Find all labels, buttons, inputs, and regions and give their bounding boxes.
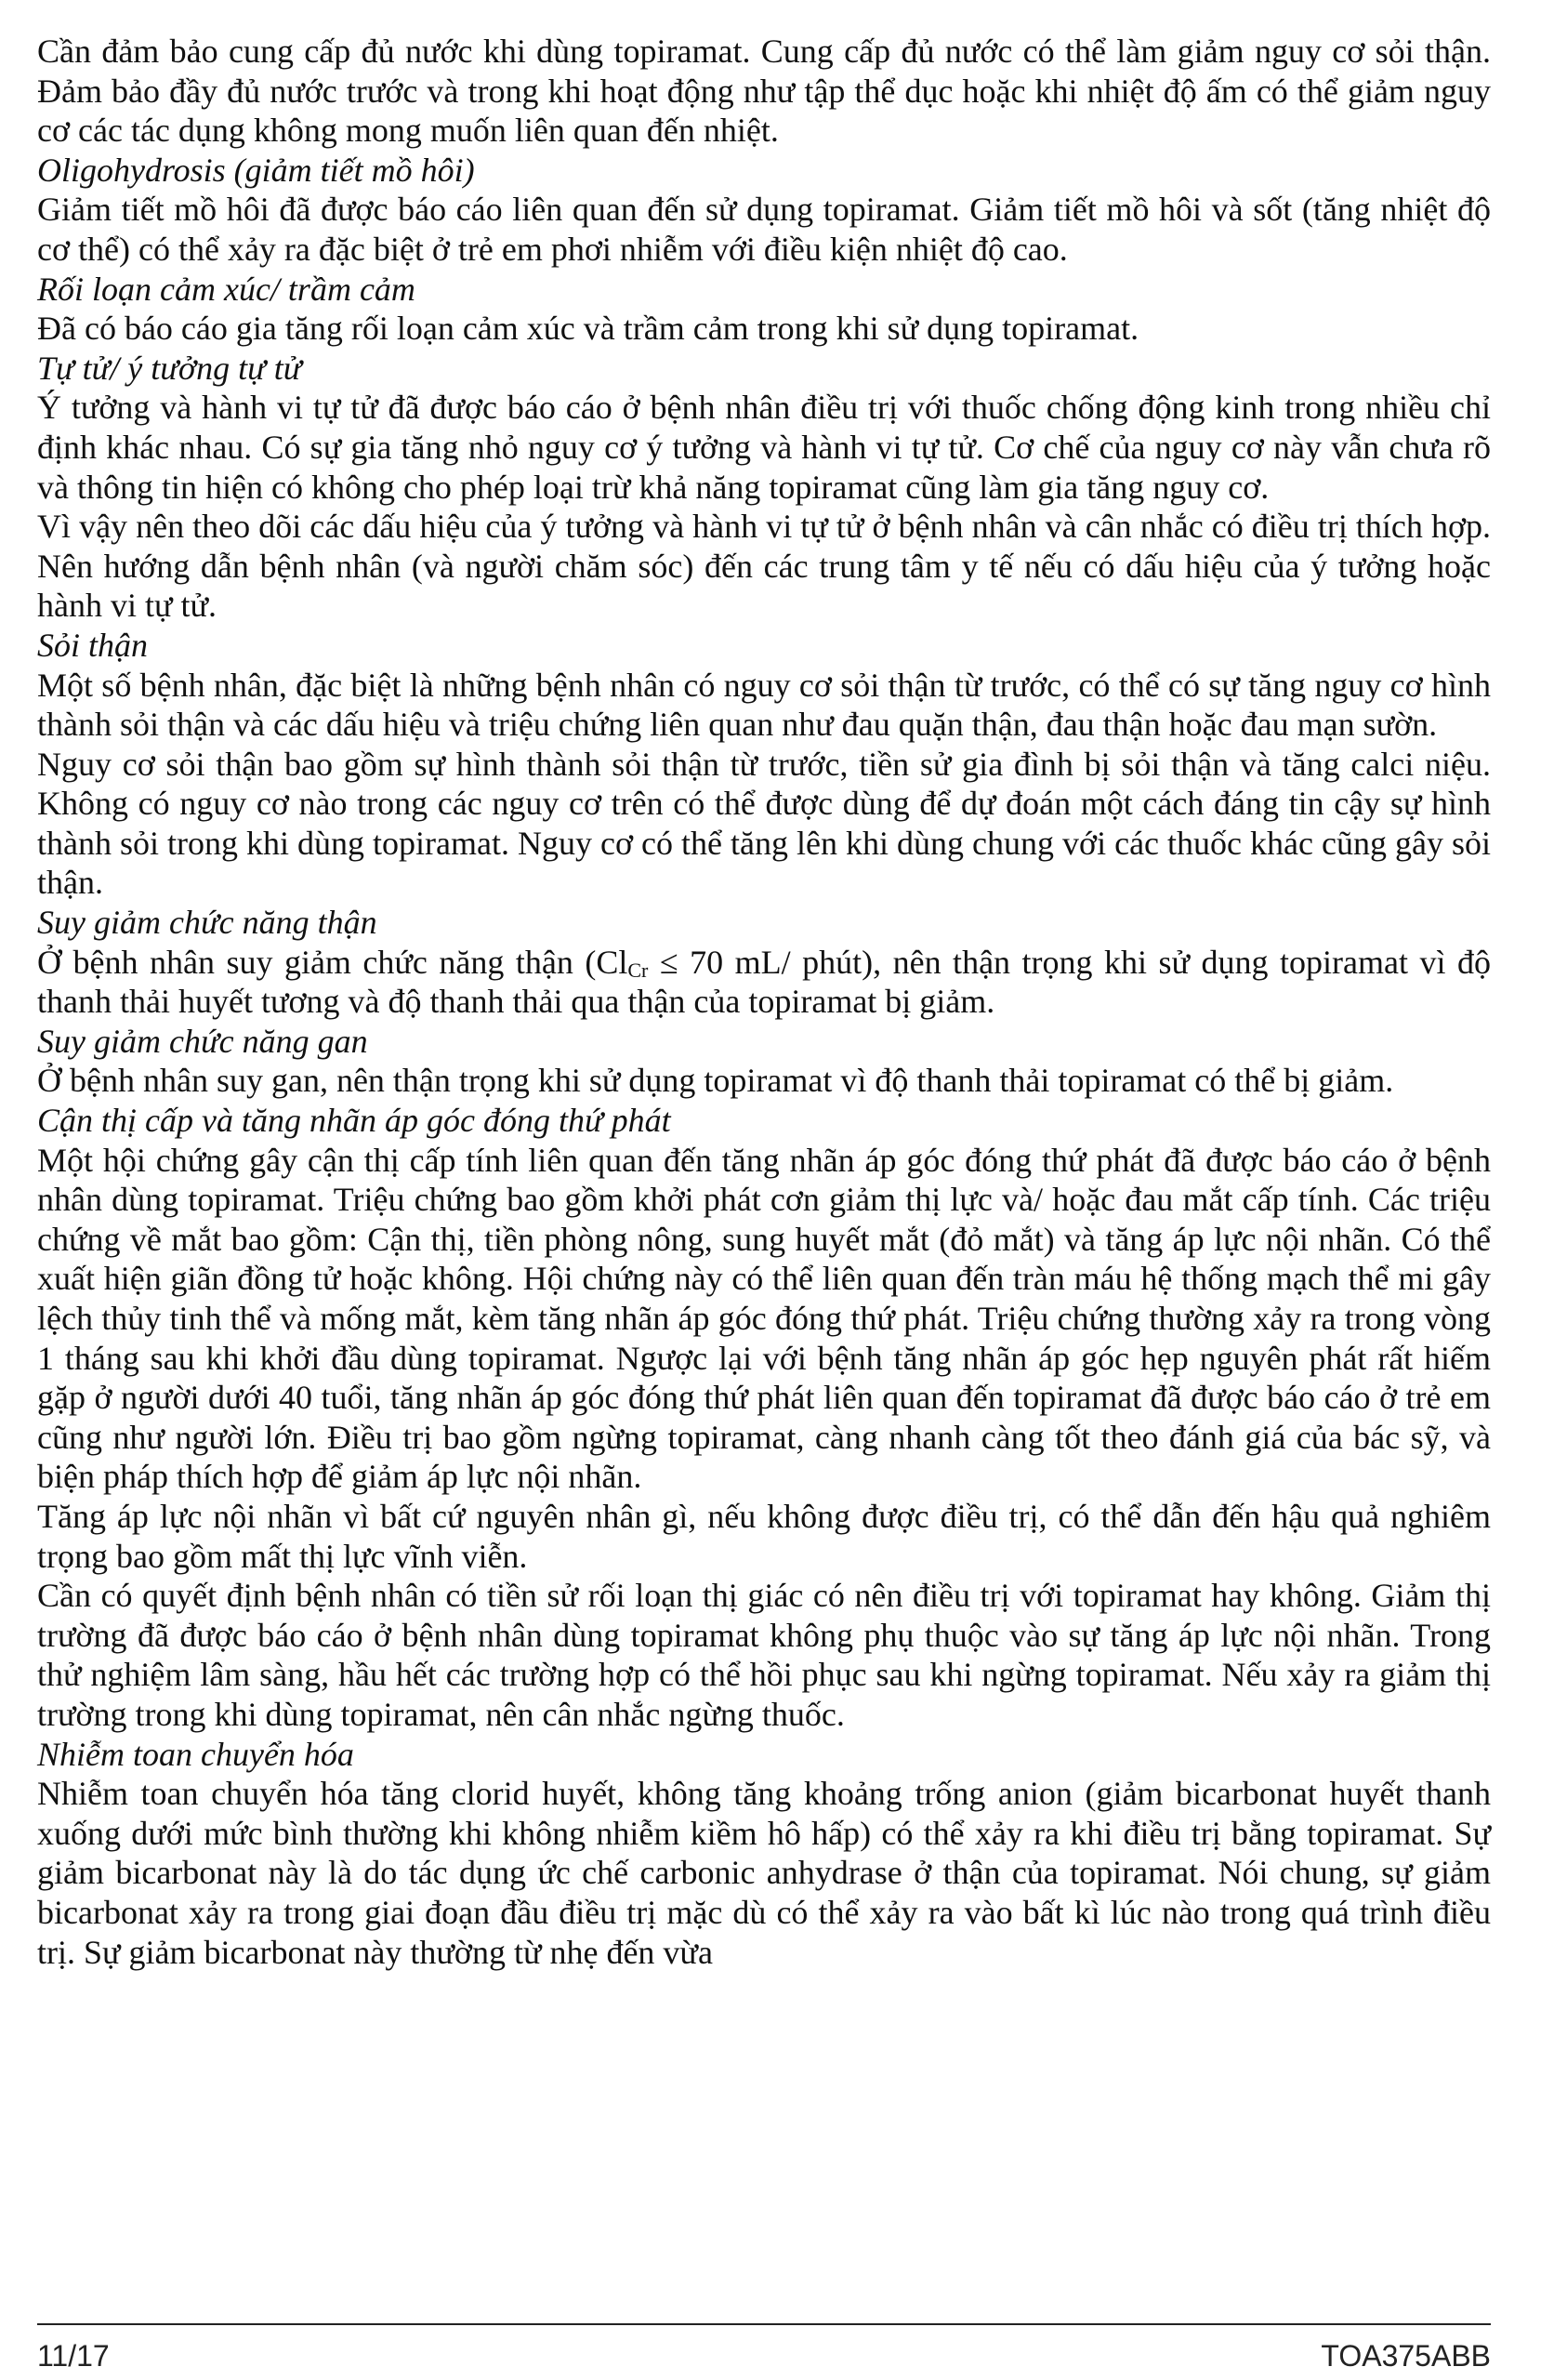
clearance-subscript: Cr: [627, 958, 649, 982]
body-paragraph: Giảm tiết mồ hôi đã được báo cáo liên quan đến sử dụng topiramat. Giảm tiết mồ hôi và sốt (tăng nhiệt độ cơ thể) có thể xảy ra đặc biệt ở trẻ em phơi nhiễm với điều kiện nhiệt độ cao.: [37, 191, 1491, 268]
section-heading: Suy giảm chức năng thận: [37, 904, 377, 942]
section-heading: Oligohydrosis (giảm tiết mồ hôi): [37, 151, 475, 189]
section-heading: Nhiễm toan chuyển hóa: [37, 1735, 354, 1773]
body-paragraph: Đã có báo cáo gia tăng rối loạn cảm xúc và trầm cảm trong khi sử dụng topiramat.: [37, 310, 1139, 348]
section-heading: Cận thị cấp và tăng nhãn áp góc đóng thứ phát: [37, 1102, 671, 1140]
page-footer: [37, 2339, 1491, 2376]
section-heading: Tự tử/ ý tưởng tự tử: [37, 349, 302, 387]
section-heading: Suy giảm chức năng gan: [37, 1022, 368, 1060]
paragraph-text: Ở bệnh nhân suy giảm chức năng thận (Cl: [37, 943, 628, 981]
body-paragraph: Ở bệnh nhân suy gan, nên thận trọng khi sử dụng topiramat vì độ thanh thải topiramat có thể bị giảm.: [37, 1062, 1394, 1100]
section-heading: Rối loạn cảm xúc/ trầm cảm: [37, 270, 415, 308]
body-paragraph: [37, 943, 1491, 1022]
body-paragraph: Một số bệnh nhân, đặc biệt là những bệnh nhân có nguy cơ sỏi thận từ trước, có thể có sự tăng nguy cơ hình thành sỏi thận và các dấu hiệu và triệu chứng liên quan như đau quặn thận, đau thận hoặc đau mạn sườn.: [37, 666, 1491, 744]
paragraph-text: ≤ 70 mL/ phút), nên thận trọng khi sử dụng topiramat vì độ thanh thải huyết tương và độ thanh thải qua thận của topiramat bị giảm.: [37, 943, 1491, 1021]
page-number: 11/17: [37, 2339, 110, 2373]
body-paragraph: Cần có quyết định bệnh nhân có tiền sử rối loạn thị giác có nên điều trị với topiramat hay không. Giảm thị trường đã được báo cáo ở bệnh nhân dùng topiramat không phụ thuộc vào sự tăng áp lực nội nhãn. Trong thử nghiệm lâm sàng, hầu hết các trường hợp có thể hồi phục sau khi ngừng topiramat. Nếu xảy ra giảm thị trường trong khi dùng topiramat, nên cân nhắc ngừng thuốc.: [37, 1577, 1491, 1733]
body-paragraph: Một hội chứng gây cận thị cấp tính liên quan đến tăng nhãn áp góc đóng thứ phát đã được báo cáo ở bệnh nhân dùng topiramat. Triệu chứng bao gồm khởi phát cơn giảm thị lực và/ hoặc đau mắt cấp tính. Các triệu chứng về mắt bao gồm: Cận thị, tiền phòng nông, sung huyết mắt (đỏ mắt) và tăng áp lực nội nhãn. Có thể xuất hiện giãn đồng tử hoặc không. Hội chứng này có thể liên quan đến tràn máu hệ thống mạch thể mi gây lệch thủy tinh thể và mống mắt, kèm tăng nhãn áp góc đóng thứ phát. Triệu chứng thường xảy ra trong vòng 1 tháng sau khi khởi đầu dùng topiramat. Ngược lại với bệnh tăng nhãn áp góc hẹp nguyên phát rất hiếm gặp ở người dưới 40 tuổi, tăng nhãn áp góc đóng thứ phát liên quan đến topiramat đã được báo cáo ở trẻ em cũng như người lớn. Điều trị bao gồm ngừng topiramat, càng nhanh càng tốt theo đánh giá của bác sỹ, và biện pháp thích hợp để giảm áp lực nội nhãn.: [37, 1141, 1491, 1496]
body-paragraph: Ý tưởng và hành vi tự tử đã được báo cáo ở bệnh nhân điều trị với thuốc chống động kinh trong nhiều chỉ định khác nhau. Có sự gia tăng nhỏ nguy cơ ý tưởng và hành vi tự tử. Cơ chế của nguy cơ này vẫn chưa rõ và thông tin hiện có không cho phép loại trừ khả năng topiramat cũng làm gia tăng nguy cơ.: [37, 389, 1491, 506]
footer-divider: [37, 2323, 1491, 2325]
body-paragraph: Vì vậy nên theo dõi các dấu hiệu của ý tưởng và hành vi tự tử ở bệnh nhân và cân nhắc có điều trị thích hợp. Nên hướng dẫn bệnh nhân (và người chăm sóc) đến các trung tâm y tế nếu có dấu hiệu của ý tưởng hoặc hành vi tự tử.: [37, 508, 1491, 625]
document-code: TOA375ABB: [1321, 2339, 1491, 2373]
section-heading: Sỏi thận: [37, 626, 149, 664]
document-body: [37, 32, 1491, 1972]
body-paragraph: Nhiễm toan chuyển hóa tăng clorid huyết, không tăng khoảng trống anion (giảm bicarbonat huyết thanh xuống dưới mức bình thường khi không nhiễm kiềm hô hấp) có thể xảy ra khi điều trị bằng topiramat. Sự giảm bicarbonat này là do tác dụng ức chế carbonic anhydrase ở thận của topiramat. Nói chung, sự giảm bicarbonat xảy ra trong giai đoạn đầu điều trị mặc dù có thể xảy ra vào bất kì lúc nào trong quá trình điều trị. Sự giảm bicarbonat này thường từ nhẹ đến vừa: [37, 1775, 1491, 1971]
body-paragraph: Nguy cơ sỏi thận bao gồm sự hình thành sỏi thận từ trước, tiền sử gia đình bị sỏi thận và tăng calci niệu. Không có nguy cơ nào trong các nguy cơ trên có thể được dùng để dự đoán một cách đáng tin cậy sự hình thành sỏi trong khi dùng topiramat. Nguy cơ có thể tăng lên khi dùng chung với các thuốc khác cũng gây sỏi thận.: [37, 745, 1491, 902]
body-paragraph: Cần đảm bảo cung cấp đủ nước khi dùng topiramat. Cung cấp đủ nước có thể làm giảm nguy cơ sỏi thận. Đảm bảo đầy đủ nước trước và trong khi hoạt động như tập thể dục hoặc khi nhiệt độ ấm có thể giảm nguy cơ các tác dụng không mong muốn liên quan đến nhiệt.: [37, 33, 1491, 150]
body-paragraph: Tăng áp lực nội nhãn vì bất cứ nguyên nhân gì, nếu không được điều trị, có thể dẫn đến hậu quả nghiêm trọng bao gồm mất thị lực vĩnh viễn.: [37, 1497, 1491, 1575]
